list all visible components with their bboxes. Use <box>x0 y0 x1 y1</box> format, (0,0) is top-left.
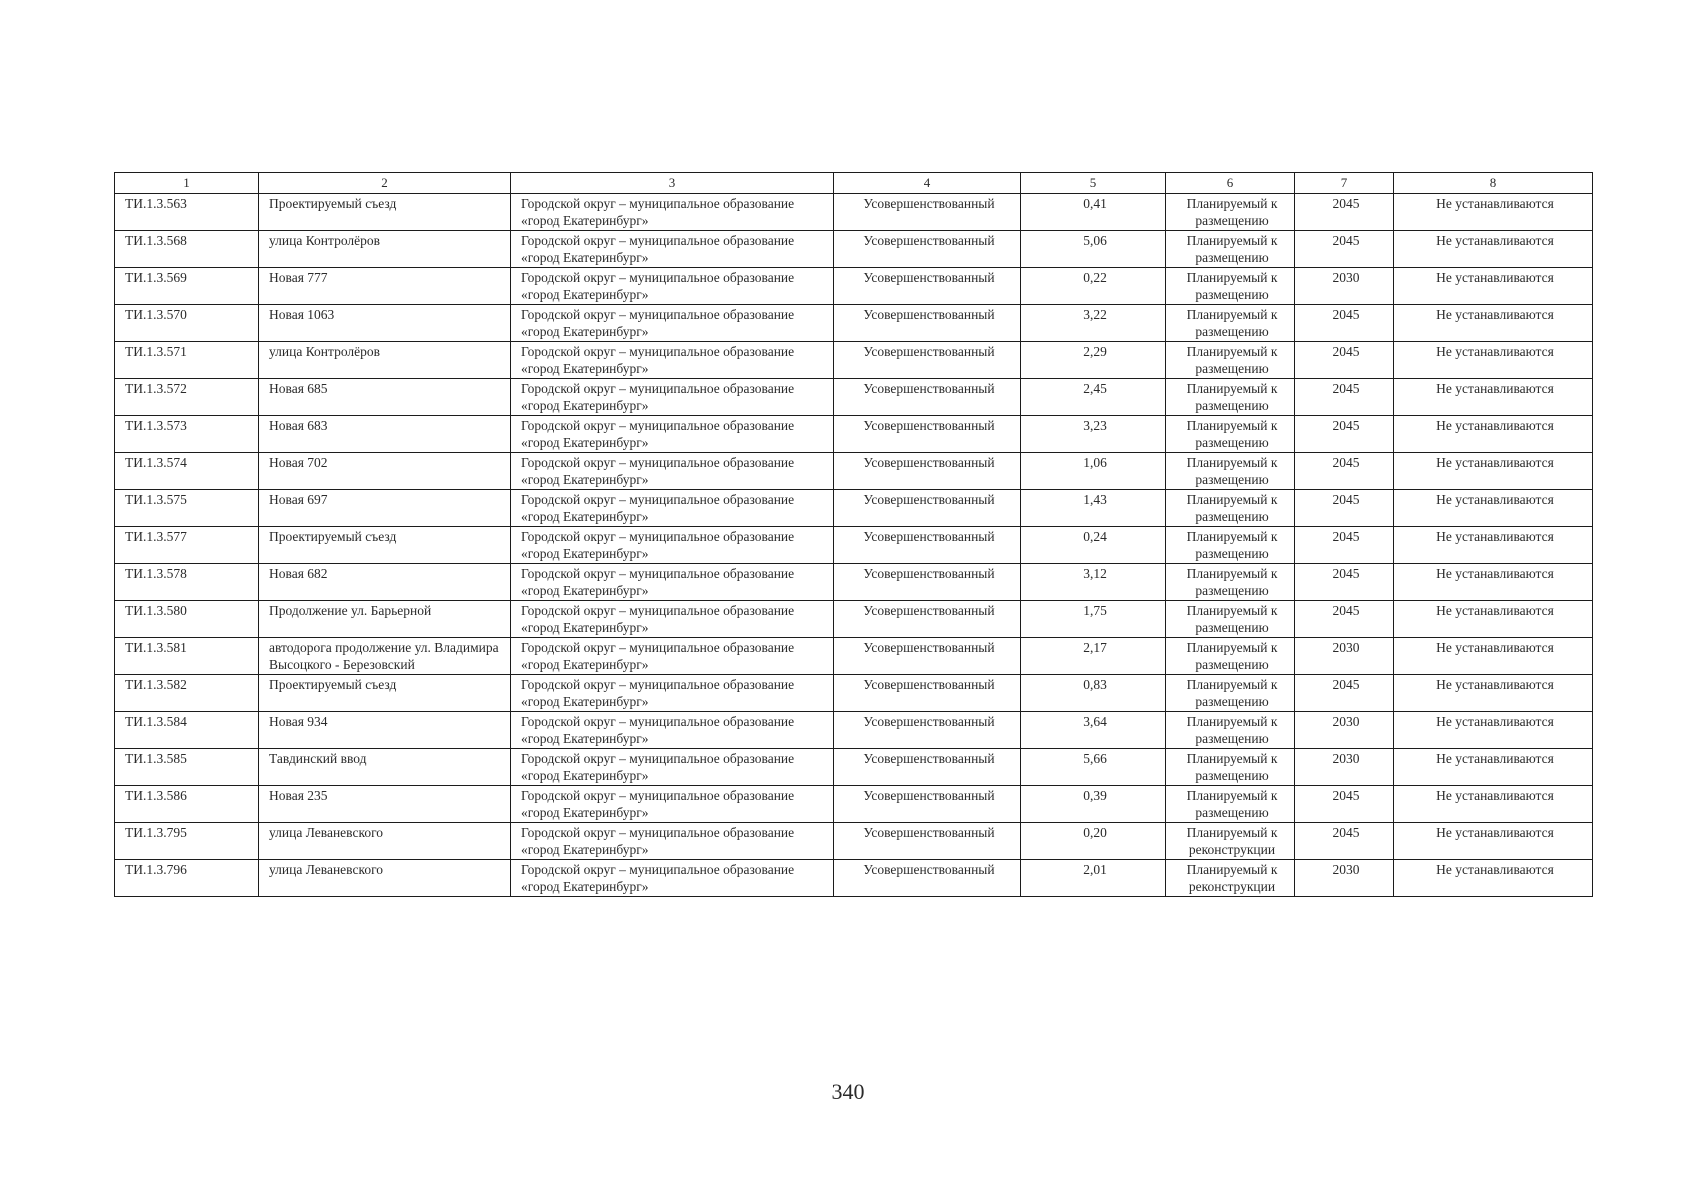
cell-year: 2045 <box>1295 601 1394 638</box>
cell-surface-type: Усовершенствованный <box>834 638 1021 675</box>
cell-zone: Не устанавливаются <box>1394 860 1593 897</box>
cell-length: 3,23 <box>1021 416 1166 453</box>
column-header: 5 <box>1021 173 1166 194</box>
table-row <box>115 268 1593 305</box>
cell-zone: Не устанавливаются <box>1394 564 1593 601</box>
cell-surface-type: Усовершенствованный <box>834 416 1021 453</box>
cell-length: 5,66 <box>1021 749 1166 786</box>
cell-name: Новая 702 <box>259 453 511 490</box>
cell-year: 2045 <box>1295 564 1394 601</box>
cell-status: Планируемый к реконструкции <box>1166 823 1295 860</box>
table-row <box>115 231 1593 268</box>
cell-status: Планируемый к размещению <box>1166 453 1295 490</box>
cell-year: 2045 <box>1295 379 1394 416</box>
cell-year: 2030 <box>1295 638 1394 675</box>
table-row <box>115 564 1593 601</box>
cell-name: Продолжение ул. Барьерной <box>259 601 511 638</box>
cell-status: Планируемый к размещению <box>1166 712 1295 749</box>
cell-status: Планируемый к размещению <box>1166 675 1295 712</box>
table-body <box>115 194 1593 897</box>
cell-status: Планируемый к размещению <box>1166 749 1295 786</box>
cell-id: ТИ.1.3.796 <box>115 860 259 897</box>
column-header: 4 <box>834 173 1021 194</box>
cell-status: Планируемый к реконструкции <box>1166 860 1295 897</box>
cell-zone: Не устанавливаются <box>1394 453 1593 490</box>
cell-length: 0,20 <box>1021 823 1166 860</box>
cell-status: Планируемый к размещению <box>1166 490 1295 527</box>
cell-surface-type: Усовершенствованный <box>834 527 1021 564</box>
cell-id: ТИ.1.3.570 <box>115 305 259 342</box>
cell-zone: Не устанавливаются <box>1394 305 1593 342</box>
cell-zone: Не устанавливаются <box>1394 379 1593 416</box>
cell-name: Проектируемый съезд <box>259 527 511 564</box>
cell-length: 3,64 <box>1021 712 1166 749</box>
cell-location: Городской округ – муниципальное образование «город Екатеринбург» <box>511 749 834 786</box>
cell-location: Городской округ – муниципальное образование «город Екатеринбург» <box>511 305 834 342</box>
cell-name: Новая 682 <box>259 564 511 601</box>
cell-zone: Не устанавливаются <box>1394 823 1593 860</box>
table-row <box>115 786 1593 823</box>
cell-name: Новая 685 <box>259 379 511 416</box>
cell-location: Городской округ – муниципальное образование «город Екатеринбург» <box>511 416 834 453</box>
cell-location: Городской округ – муниципальное образование «город Екатеринбург» <box>511 268 834 305</box>
cell-length: 0,83 <box>1021 675 1166 712</box>
cell-id: ТИ.1.3.569 <box>115 268 259 305</box>
cell-surface-type: Усовершенствованный <box>834 305 1021 342</box>
cell-id: ТИ.1.3.585 <box>115 749 259 786</box>
cell-id: ТИ.1.3.577 <box>115 527 259 564</box>
cell-id: ТИ.1.3.572 <box>115 379 259 416</box>
cell-status: Планируемый к размещению <box>1166 638 1295 675</box>
cell-surface-type: Усовершенствованный <box>834 823 1021 860</box>
table-row <box>115 379 1593 416</box>
cell-name: Новая 683 <box>259 416 511 453</box>
cell-name: Новая 1063 <box>259 305 511 342</box>
cell-name: Проектируемый съезд <box>259 675 511 712</box>
cell-id: ТИ.1.3.575 <box>115 490 259 527</box>
cell-status: Планируемый к размещению <box>1166 305 1295 342</box>
cell-name: Новая 934 <box>259 712 511 749</box>
cell-name: улица Контролёров <box>259 342 511 379</box>
cell-length: 0,24 <box>1021 527 1166 564</box>
cell-location: Городской округ – муниципальное образование «город Екатеринбург» <box>511 564 834 601</box>
cell-id: ТИ.1.3.571 <box>115 342 259 379</box>
cell-location: Городской округ – муниципальное образование «город Екатеринбург» <box>511 490 834 527</box>
cell-id: ТИ.1.3.563 <box>115 194 259 231</box>
cell-year: 2030 <box>1295 712 1394 749</box>
cell-name: Тавдинский ввод <box>259 749 511 786</box>
cell-location: Городской округ – муниципальное образование «город Екатеринбург» <box>511 638 834 675</box>
cell-id: ТИ.1.3.574 <box>115 453 259 490</box>
column-header: 8 <box>1394 173 1593 194</box>
cell-year: 2045 <box>1295 490 1394 527</box>
cell-zone: Не устанавливаются <box>1394 490 1593 527</box>
cell-status: Планируемый к размещению <box>1166 786 1295 823</box>
cell-surface-type: Усовершенствованный <box>834 564 1021 601</box>
cell-zone: Не устанавливаются <box>1394 786 1593 823</box>
cell-name: автодорога продолжение ул. Владимира Высоцкого - Березовский <box>259 638 511 675</box>
table-row <box>115 823 1593 860</box>
table-row <box>115 712 1593 749</box>
cell-year: 2045 <box>1295 527 1394 564</box>
cell-location: Городской округ – муниципальное образование «город Екатеринбург» <box>511 712 834 749</box>
cell-name: улица Леваневского <box>259 860 511 897</box>
cell-length: 2,17 <box>1021 638 1166 675</box>
cell-status: Планируемый к размещению <box>1166 194 1295 231</box>
cell-status: Планируемый к размещению <box>1166 416 1295 453</box>
cell-length: 0,41 <box>1021 194 1166 231</box>
cell-zone: Не устанавливаются <box>1394 342 1593 379</box>
cell-zone: Не устанавливаются <box>1394 601 1593 638</box>
cell-id: ТИ.1.3.578 <box>115 564 259 601</box>
cell-status: Планируемый к размещению <box>1166 231 1295 268</box>
table-row <box>115 675 1593 712</box>
cell-status: Планируемый к размещению <box>1166 268 1295 305</box>
cell-id: ТИ.1.3.584 <box>115 712 259 749</box>
page-number: 340 <box>831 1079 865 1104</box>
cell-length: 1,43 <box>1021 490 1166 527</box>
cell-name: улица Контролёров <box>259 231 511 268</box>
cell-length: 1,75 <box>1021 601 1166 638</box>
cell-name: Новая 235 <box>259 786 511 823</box>
cell-surface-type: Усовершенствованный <box>834 453 1021 490</box>
cell-zone: Не устанавливаются <box>1394 527 1593 564</box>
cell-length: 0,39 <box>1021 786 1166 823</box>
cell-length: 2,01 <box>1021 860 1166 897</box>
cell-location: Городской округ – муниципальное образование «город Екатеринбург» <box>511 379 834 416</box>
cell-location: Городской округ – муниципальное образование «город Екатеринбург» <box>511 527 834 564</box>
cell-length: 1,06 <box>1021 453 1166 490</box>
table-row <box>115 416 1593 453</box>
data-table <box>114 172 1593 897</box>
table-row <box>115 638 1593 675</box>
cell-year: 2045 <box>1295 453 1394 490</box>
cell-location: Городской округ – муниципальное образование «город Екатеринбург» <box>511 601 834 638</box>
cell-zone: Не устанавливаются <box>1394 416 1593 453</box>
cell-surface-type: Усовершенствованный <box>834 786 1021 823</box>
cell-year: 2045 <box>1295 823 1394 860</box>
cell-name: Проектируемый съезд <box>259 194 511 231</box>
cell-location: Городской округ – муниципальное образование «город Екатеринбург» <box>511 194 834 231</box>
column-header: 1 <box>115 173 259 194</box>
cell-zone: Не устанавливаются <box>1394 231 1593 268</box>
cell-status: Планируемый к размещению <box>1166 379 1295 416</box>
cell-length: 3,22 <box>1021 305 1166 342</box>
table-header-row <box>115 173 1593 194</box>
cell-surface-type: Усовершенствованный <box>834 268 1021 305</box>
cell-year: 2045 <box>1295 342 1394 379</box>
cell-surface-type: Усовершенствованный <box>834 342 1021 379</box>
cell-status: Планируемый к размещению <box>1166 342 1295 379</box>
cell-zone: Не устанавливаются <box>1394 749 1593 786</box>
table-row <box>115 860 1593 897</box>
cell-year: 2045 <box>1295 416 1394 453</box>
cell-year: 2045 <box>1295 675 1394 712</box>
cell-zone: Не устанавливаются <box>1394 675 1593 712</box>
cell-id: ТИ.1.3.582 <box>115 675 259 712</box>
cell-surface-type: Усовершенствованный <box>834 194 1021 231</box>
cell-status: Планируемый к размещению <box>1166 601 1295 638</box>
column-header: 7 <box>1295 173 1394 194</box>
column-header: 3 <box>511 173 834 194</box>
cell-length: 2,29 <box>1021 342 1166 379</box>
cell-year: 2045 <box>1295 786 1394 823</box>
cell-length: 0,22 <box>1021 268 1166 305</box>
cell-location: Городской округ – муниципальное образование «город Екатеринбург» <box>511 342 834 379</box>
table-row <box>115 453 1593 490</box>
cell-length: 5,06 <box>1021 231 1166 268</box>
cell-year: 2045 <box>1295 231 1394 268</box>
cell-zone: Не устанавливаются <box>1394 268 1593 305</box>
table-row <box>115 601 1593 638</box>
cell-status: Планируемый к размещению <box>1166 527 1295 564</box>
cell-length: 2,45 <box>1021 379 1166 416</box>
cell-location: Городской округ – муниципальное образование «город Екатеринбург» <box>511 231 834 268</box>
cell-location: Городской округ – муниципальное образование «город Екатеринбург» <box>511 823 834 860</box>
cell-surface-type: Усовершенствованный <box>834 675 1021 712</box>
cell-location: Городской округ – муниципальное образование «город Екатеринбург» <box>511 786 834 823</box>
cell-year: 2030 <box>1295 749 1394 786</box>
cell-status: Планируемый к размещению <box>1166 564 1295 601</box>
cell-year: 2045 <box>1295 305 1394 342</box>
cell-id: ТИ.1.3.580 <box>115 601 259 638</box>
column-header: 2 <box>259 173 511 194</box>
cell-year: 2045 <box>1295 194 1394 231</box>
cell-id: ТИ.1.3.568 <box>115 231 259 268</box>
cell-id: ТИ.1.3.795 <box>115 823 259 860</box>
cell-id: ТИ.1.3.581 <box>115 638 259 675</box>
cell-location: Городской округ – муниципальное образование «город Екатеринбург» <box>511 453 834 490</box>
cell-zone: Не устанавливаются <box>1394 638 1593 675</box>
cell-id: ТИ.1.3.573 <box>115 416 259 453</box>
cell-year: 2030 <box>1295 860 1394 897</box>
cell-name: Новая 777 <box>259 268 511 305</box>
table-row <box>115 749 1593 786</box>
cell-id: ТИ.1.3.586 <box>115 786 259 823</box>
table-row <box>115 342 1593 379</box>
cell-surface-type: Усовершенствованный <box>834 712 1021 749</box>
table-row <box>115 194 1593 231</box>
cell-surface-type: Усовершенствованный <box>834 749 1021 786</box>
cell-zone: Не устанавливаются <box>1394 194 1593 231</box>
cell-name: Новая 697 <box>259 490 511 527</box>
cell-year: 2030 <box>1295 268 1394 305</box>
column-header: 6 <box>1166 173 1295 194</box>
cell-surface-type: Усовершенствованный <box>834 860 1021 897</box>
table-row <box>115 490 1593 527</box>
cell-location: Городской округ – муниципальное образование «город Екатеринбург» <box>511 675 834 712</box>
cell-surface-type: Усовершенствованный <box>834 231 1021 268</box>
cell-length: 3,12 <box>1021 564 1166 601</box>
cell-location: Городской округ – муниципальное образование «город Екатеринбург» <box>511 860 834 897</box>
cell-surface-type: Усовершенствованный <box>834 490 1021 527</box>
cell-surface-type: Усовершенствованный <box>834 379 1021 416</box>
table-row <box>115 527 1593 564</box>
cell-surface-type: Усовершенствованный <box>834 601 1021 638</box>
cell-name: улица Леваневского <box>259 823 511 860</box>
table-row <box>115 305 1593 342</box>
cell-zone: Не устанавливаются <box>1394 712 1593 749</box>
